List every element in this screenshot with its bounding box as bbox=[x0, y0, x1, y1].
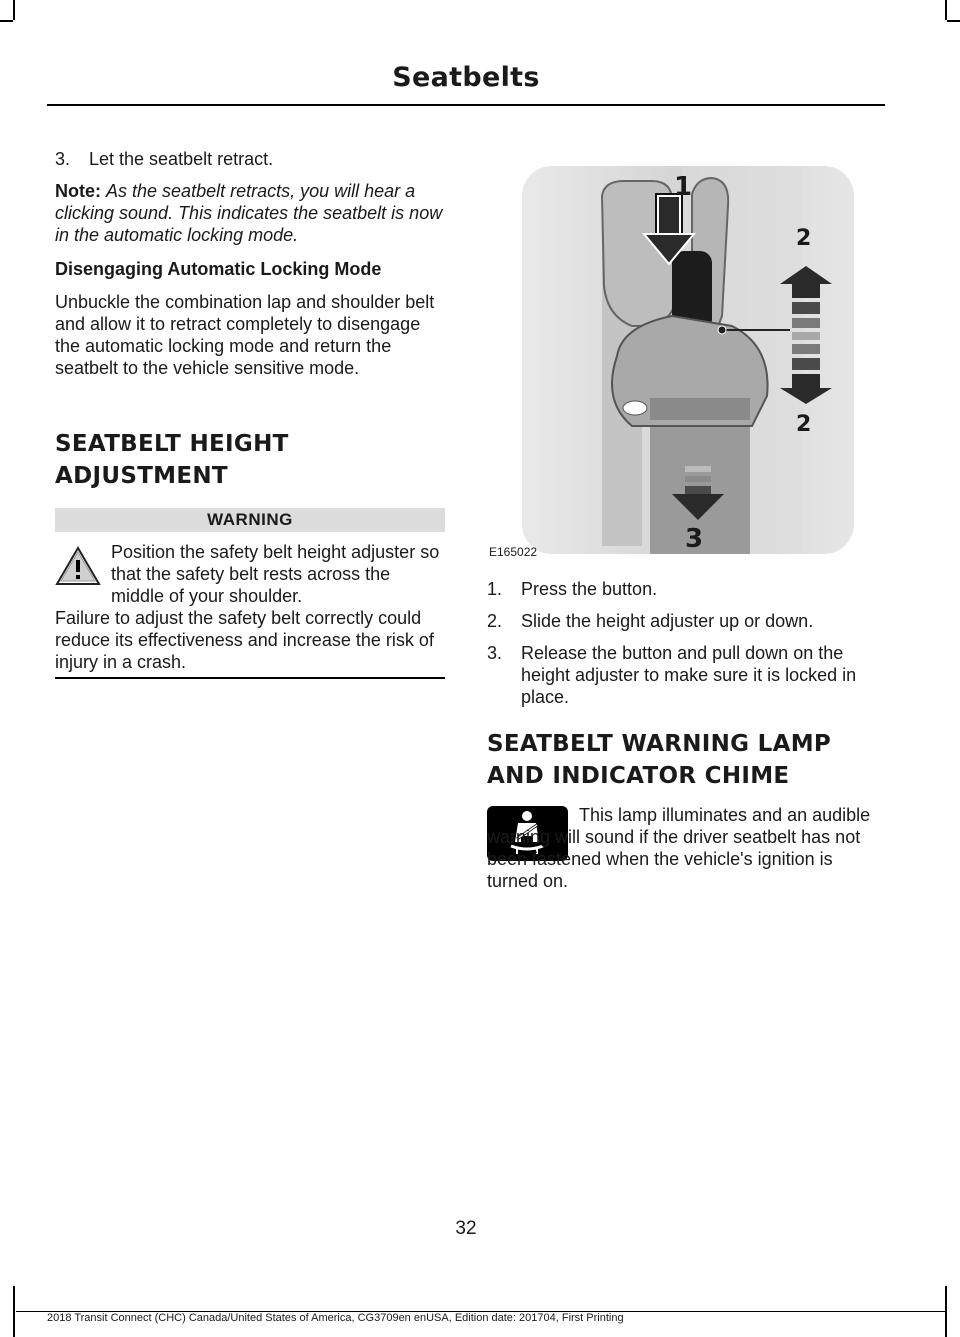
crop-mark bbox=[13, 1286, 15, 1337]
step-number: 3. bbox=[487, 643, 503, 663]
step-number: 1. bbox=[487, 579, 503, 599]
left-column bbox=[55, 148, 447, 379]
section-heading-line: SEATBELT HEIGHT bbox=[55, 431, 289, 457]
right-column-steps bbox=[487, 578, 882, 708]
step-text: Release the button and pull down on the height adjuster to make sure it is locked in place. bbox=[521, 643, 857, 707]
step-text: Let the seatbelt retract. bbox=[89, 149, 274, 169]
step-number: 3. bbox=[55, 149, 71, 169]
step-3 bbox=[55, 148, 447, 170]
step-number: 2. bbox=[487, 611, 503, 631]
figure-code: E165022 bbox=[489, 545, 538, 559]
page-number: 32 bbox=[455, 1218, 477, 1239]
callout-1: 1 bbox=[674, 172, 693, 202]
crop-mark bbox=[947, 20, 960, 22]
section-heading-line: AND INDICATOR CHIME bbox=[487, 763, 790, 789]
warning-triangle-icon bbox=[55, 546, 101, 586]
section-heading-height-adjustment bbox=[55, 428, 447, 492]
step-text: Press the button. bbox=[521, 579, 658, 599]
crop-mark bbox=[945, 0, 947, 20]
section-heading-line: ADJUSTMENT bbox=[55, 463, 228, 489]
callout-2-bottom: 2 bbox=[796, 412, 812, 437]
note-label: Note: bbox=[55, 181, 101, 201]
warning-text: Failure to adjust the safety belt correctly could reduce its effectiveness and increase the risk of injury in a crash. bbox=[55, 608, 434, 672]
warning-text-indented: Position the safety belt height adjuster so that the safety belt rests across the middle of your shoulder. bbox=[111, 542, 440, 606]
warning-bottom-rule bbox=[55, 677, 445, 679]
note-text: As the seatbelt retracts, you will hear a clicking sound. This indicates the seatbelt is now in the automatic locking mode. bbox=[55, 181, 443, 245]
note bbox=[55, 180, 447, 246]
page-title: Seatbelts bbox=[392, 62, 540, 93]
seatbelt-height-adjuster-illustration bbox=[522, 166, 854, 554]
step-1 bbox=[487, 578, 882, 600]
step-2 bbox=[487, 610, 882, 632]
section-heading-line: SEATBELT WARNING LAMP bbox=[487, 731, 832, 757]
callout-2-top: 2 bbox=[796, 226, 812, 251]
footer-publication-info: 2018 Transit Connect (CHC) Canada/United States of America, CG3709en enUSA, Edition date: 201704, First Printing bbox=[47, 1312, 624, 1324]
paragraph: Unbuckle the combination lap and shoulder belt and allow it to retract completely to disengage the automatic locking mode and return the seatbelt to the vehicle sensitive mode. bbox=[55, 292, 435, 378]
title-divider bbox=[47, 104, 885, 106]
step-text: Slide the height adjuster up or down. bbox=[521, 611, 814, 631]
step-3 bbox=[487, 642, 882, 708]
crop-mark bbox=[0, 20, 13, 22]
subheading: Disengaging Automatic Locking Mode bbox=[55, 259, 382, 279]
section-heading-warning-lamp bbox=[487, 728, 882, 792]
callout-3: 3 bbox=[685, 524, 704, 554]
crop-mark bbox=[13, 0, 15, 20]
warning-header: WARNING bbox=[55, 508, 445, 532]
lamp-description: This lamp illuminates and an audible warning will sound if the driver seatbelt has not been fastened when the vehicle's ignition is turned on. bbox=[487, 805, 871, 891]
